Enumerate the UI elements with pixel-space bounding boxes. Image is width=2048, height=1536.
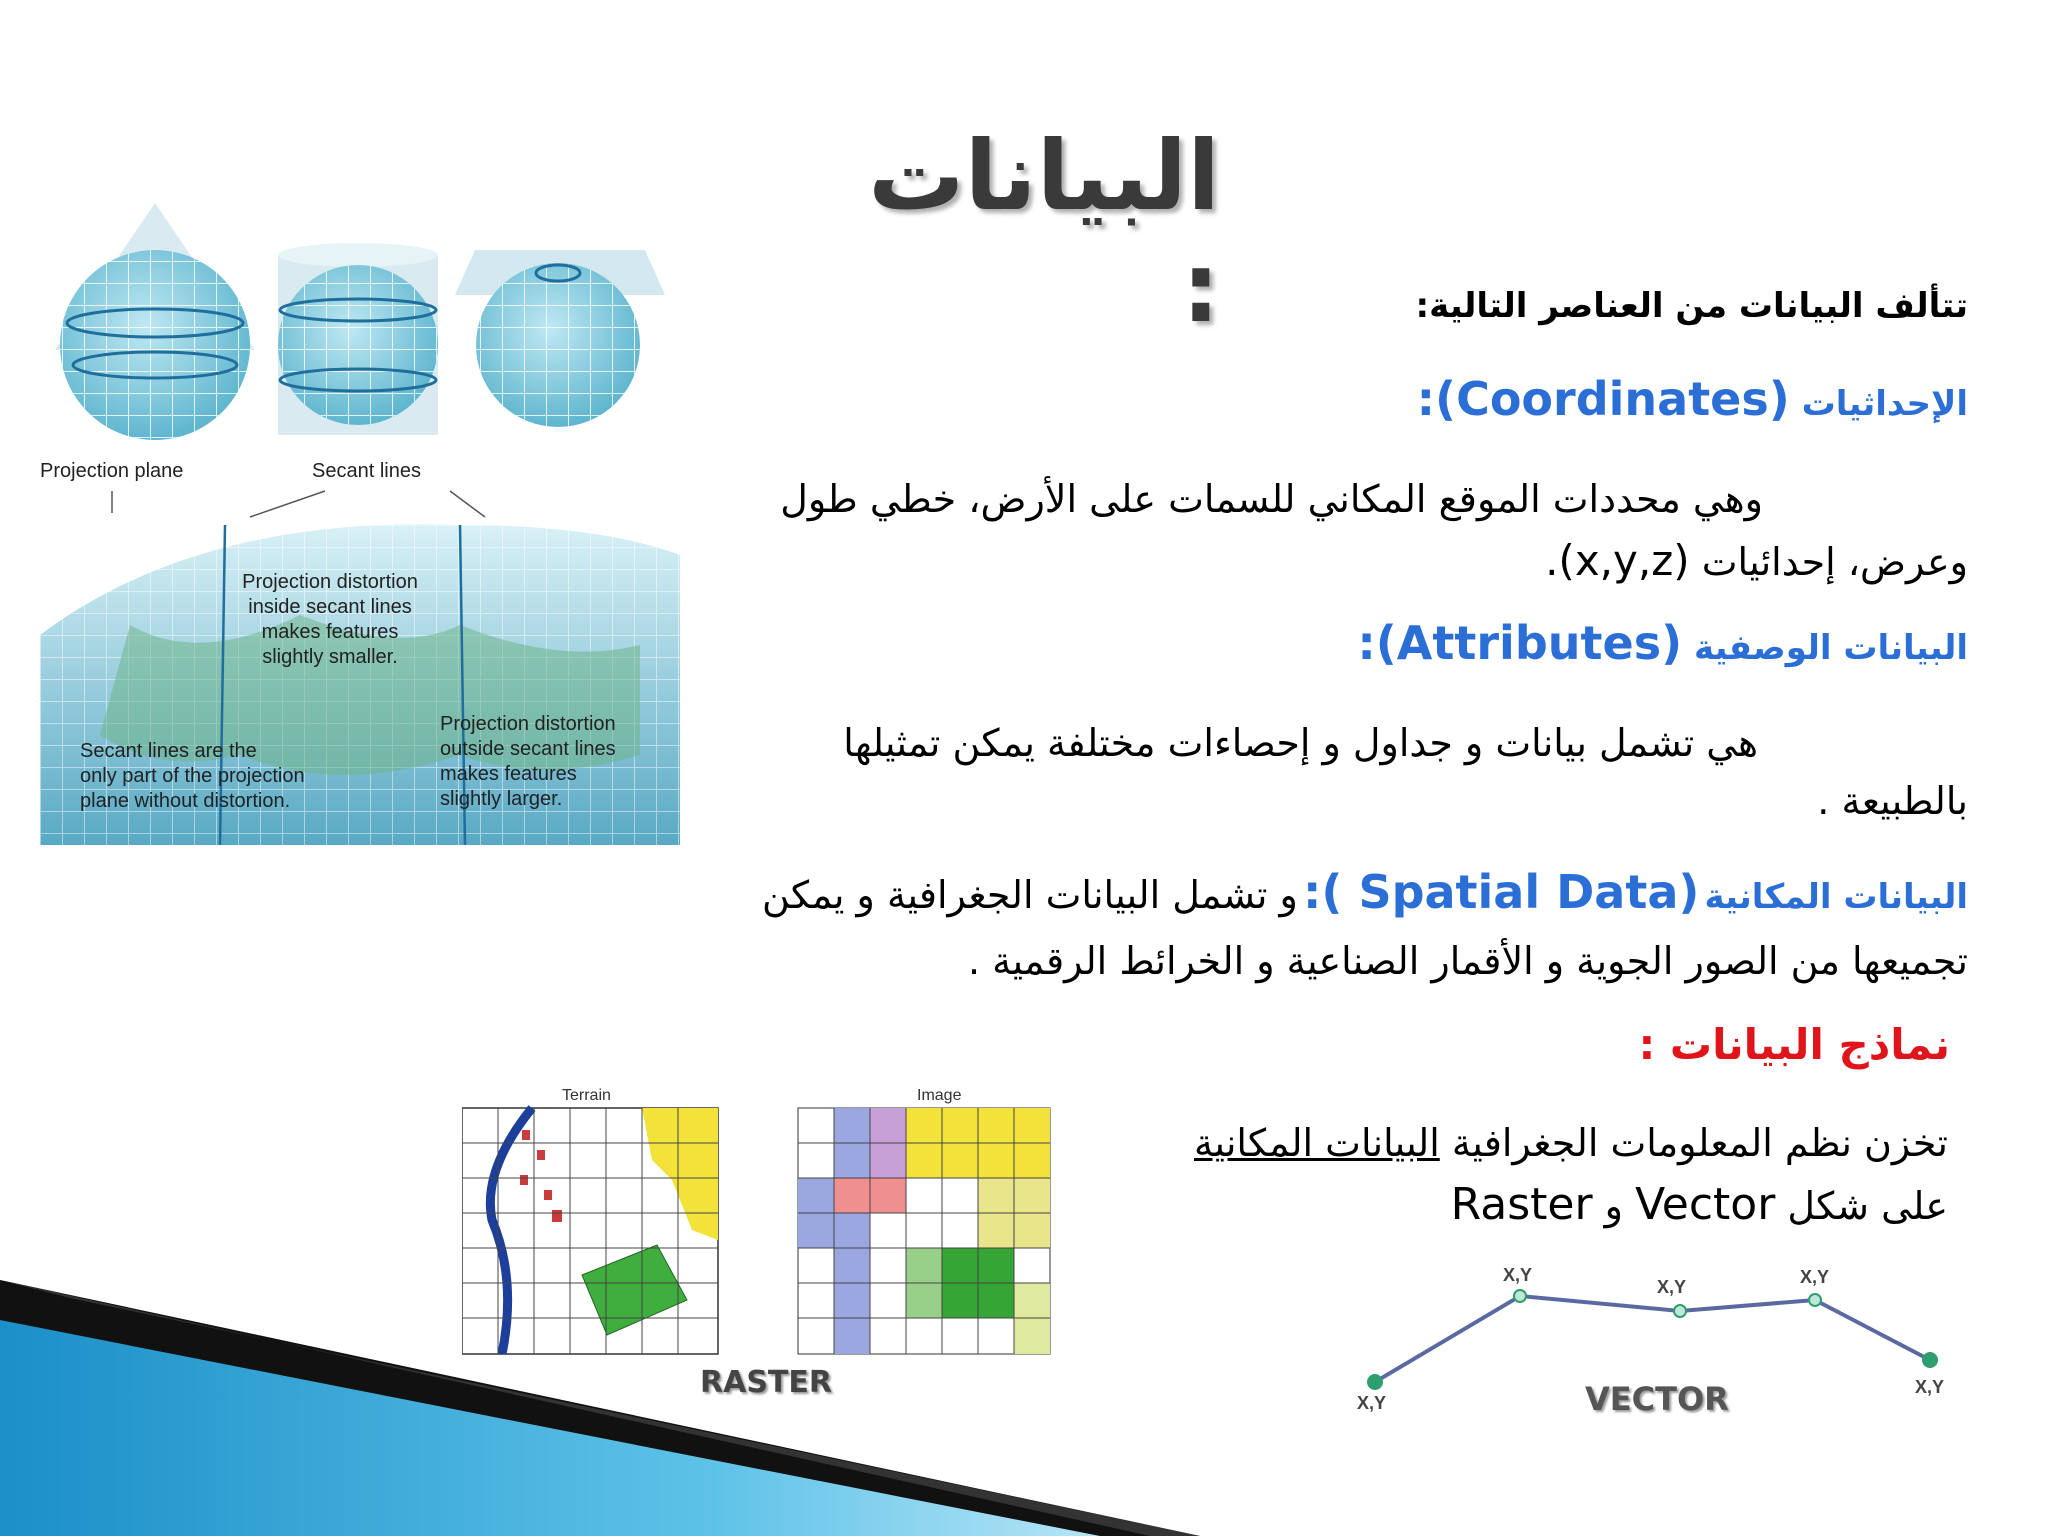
- models-line2-ar: على شكل: [1787, 1184, 1948, 1228]
- vector-point: [1809, 1294, 1821, 1306]
- spatial-heading-en: (Spatial Data ):: [1303, 865, 1700, 919]
- vector-label: X,Y: [1503, 1265, 1533, 1285]
- spatial-heading-ar: البيانات المكانية: [1704, 877, 1968, 917]
- coordinates-heading-ar: الإحداثيات: [1801, 384, 1968, 424]
- models-line2-raster: Raster: [1450, 1179, 1593, 1230]
- note-secant-2: only part of the projection: [80, 765, 305, 787]
- note-inside-1: Projection distortion: [242, 571, 418, 593]
- models-line2-vector: Vector: [1635, 1179, 1776, 1230]
- vector-label: X,Y: [1357, 1393, 1387, 1413]
- cylinder-projection-globe: [278, 243, 438, 435]
- note-outside-1: Projection distortion: [440, 713, 616, 735]
- coordinates-heading-en: (Coordinates):: [1416, 372, 1790, 426]
- models-line1-a: تخزن نظم المعلومات الجغرافية: [1451, 1121, 1948, 1165]
- note-inside-2: inside secant lines: [248, 596, 412, 618]
- plane-projection-globe: [455, 250, 665, 427]
- vector-caption: VECTOR: [1585, 1380, 1729, 1418]
- cone-projection-globe: [55, 203, 255, 440]
- vector-label: X,Y: [1800, 1267, 1830, 1287]
- attributes-heading-ar: البيانات الوصفية: [1693, 628, 1968, 668]
- vector-point: [1514, 1290, 1526, 1302]
- label-image: Image: [917, 1087, 962, 1104]
- coordinates-line2-en: (x,y,z).: [1545, 536, 1690, 585]
- attributes-line2: بالطبيعة .: [1817, 779, 1968, 823]
- note-secant-1: Secant lines are the: [80, 740, 257, 762]
- raster-caption: RASTER: [700, 1365, 832, 1400]
- vector-figure: [1345, 1255, 1965, 1430]
- projection-figure: [40, 195, 680, 845]
- models-heading: نماذج البيانات :: [1638, 1020, 1950, 1069]
- attributes-heading: [1357, 616, 1968, 670]
- models-line1-b: البيانات المكانية: [1194, 1121, 1440, 1165]
- label-secant-lines: Secant lines: [312, 460, 421, 482]
- note-outside-3: makes features: [440, 763, 577, 785]
- attributes-heading-en: (Attributes):: [1357, 616, 1683, 670]
- vector-point: [1367, 1374, 1383, 1390]
- note-secant-3: plane without distortion.: [80, 790, 291, 812]
- spatial-line2: تجميعها من الصور الجوية و الأقمار الصناعية و الخرائط الرقمية .: [968, 939, 1968, 983]
- note-outside-4: slightly larger.: [440, 788, 563, 810]
- vector-label: X,Y: [1657, 1277, 1687, 1297]
- vector-point: [1674, 1305, 1686, 1317]
- coordinates-line2: [1545, 530, 1968, 593]
- spatial-line1-rest: و تشمل البيانات الجغرافية و يمكن: [762, 873, 1298, 917]
- vector-label: X,Y: [1915, 1377, 1945, 1397]
- note-inside-3: makes features: [261, 621, 399, 643]
- attributes-line1: هي تشمل بيانات و جداول و إحصاءات مختلفة يمكن تمثيلها: [843, 721, 1758, 765]
- decorative-swoosh: [0, 1280, 1200, 1536]
- coordinates-line2-ar: وعرض، إحدائيات: [1701, 540, 1968, 584]
- models-line2-and: و: [1604, 1184, 1623, 1228]
- note-inside-4: slightly smaller.: [262, 646, 398, 668]
- coordinates-heading: [1417, 372, 1968, 426]
- note-outside-2: outside secant lines: [440, 738, 616, 760]
- label-projection-plane: Projection plane: [40, 460, 184, 482]
- label-terrain: Terrain: [562, 1087, 611, 1104]
- coordinates-line1: وهي محددات الموقع المكاني للسمات على الأرض، خطي طول: [780, 477, 1763, 521]
- page-title: البيانات :: [868, 120, 1220, 344]
- intro-text: تتألف البيانات من العناصر التالية:: [1415, 286, 1968, 326]
- models-line1: [1194, 1112, 1948, 1174]
- models-line2: [1451, 1174, 1948, 1237]
- vector-point: [1922, 1352, 1938, 1368]
- spatial-line1: [762, 864, 1968, 926]
